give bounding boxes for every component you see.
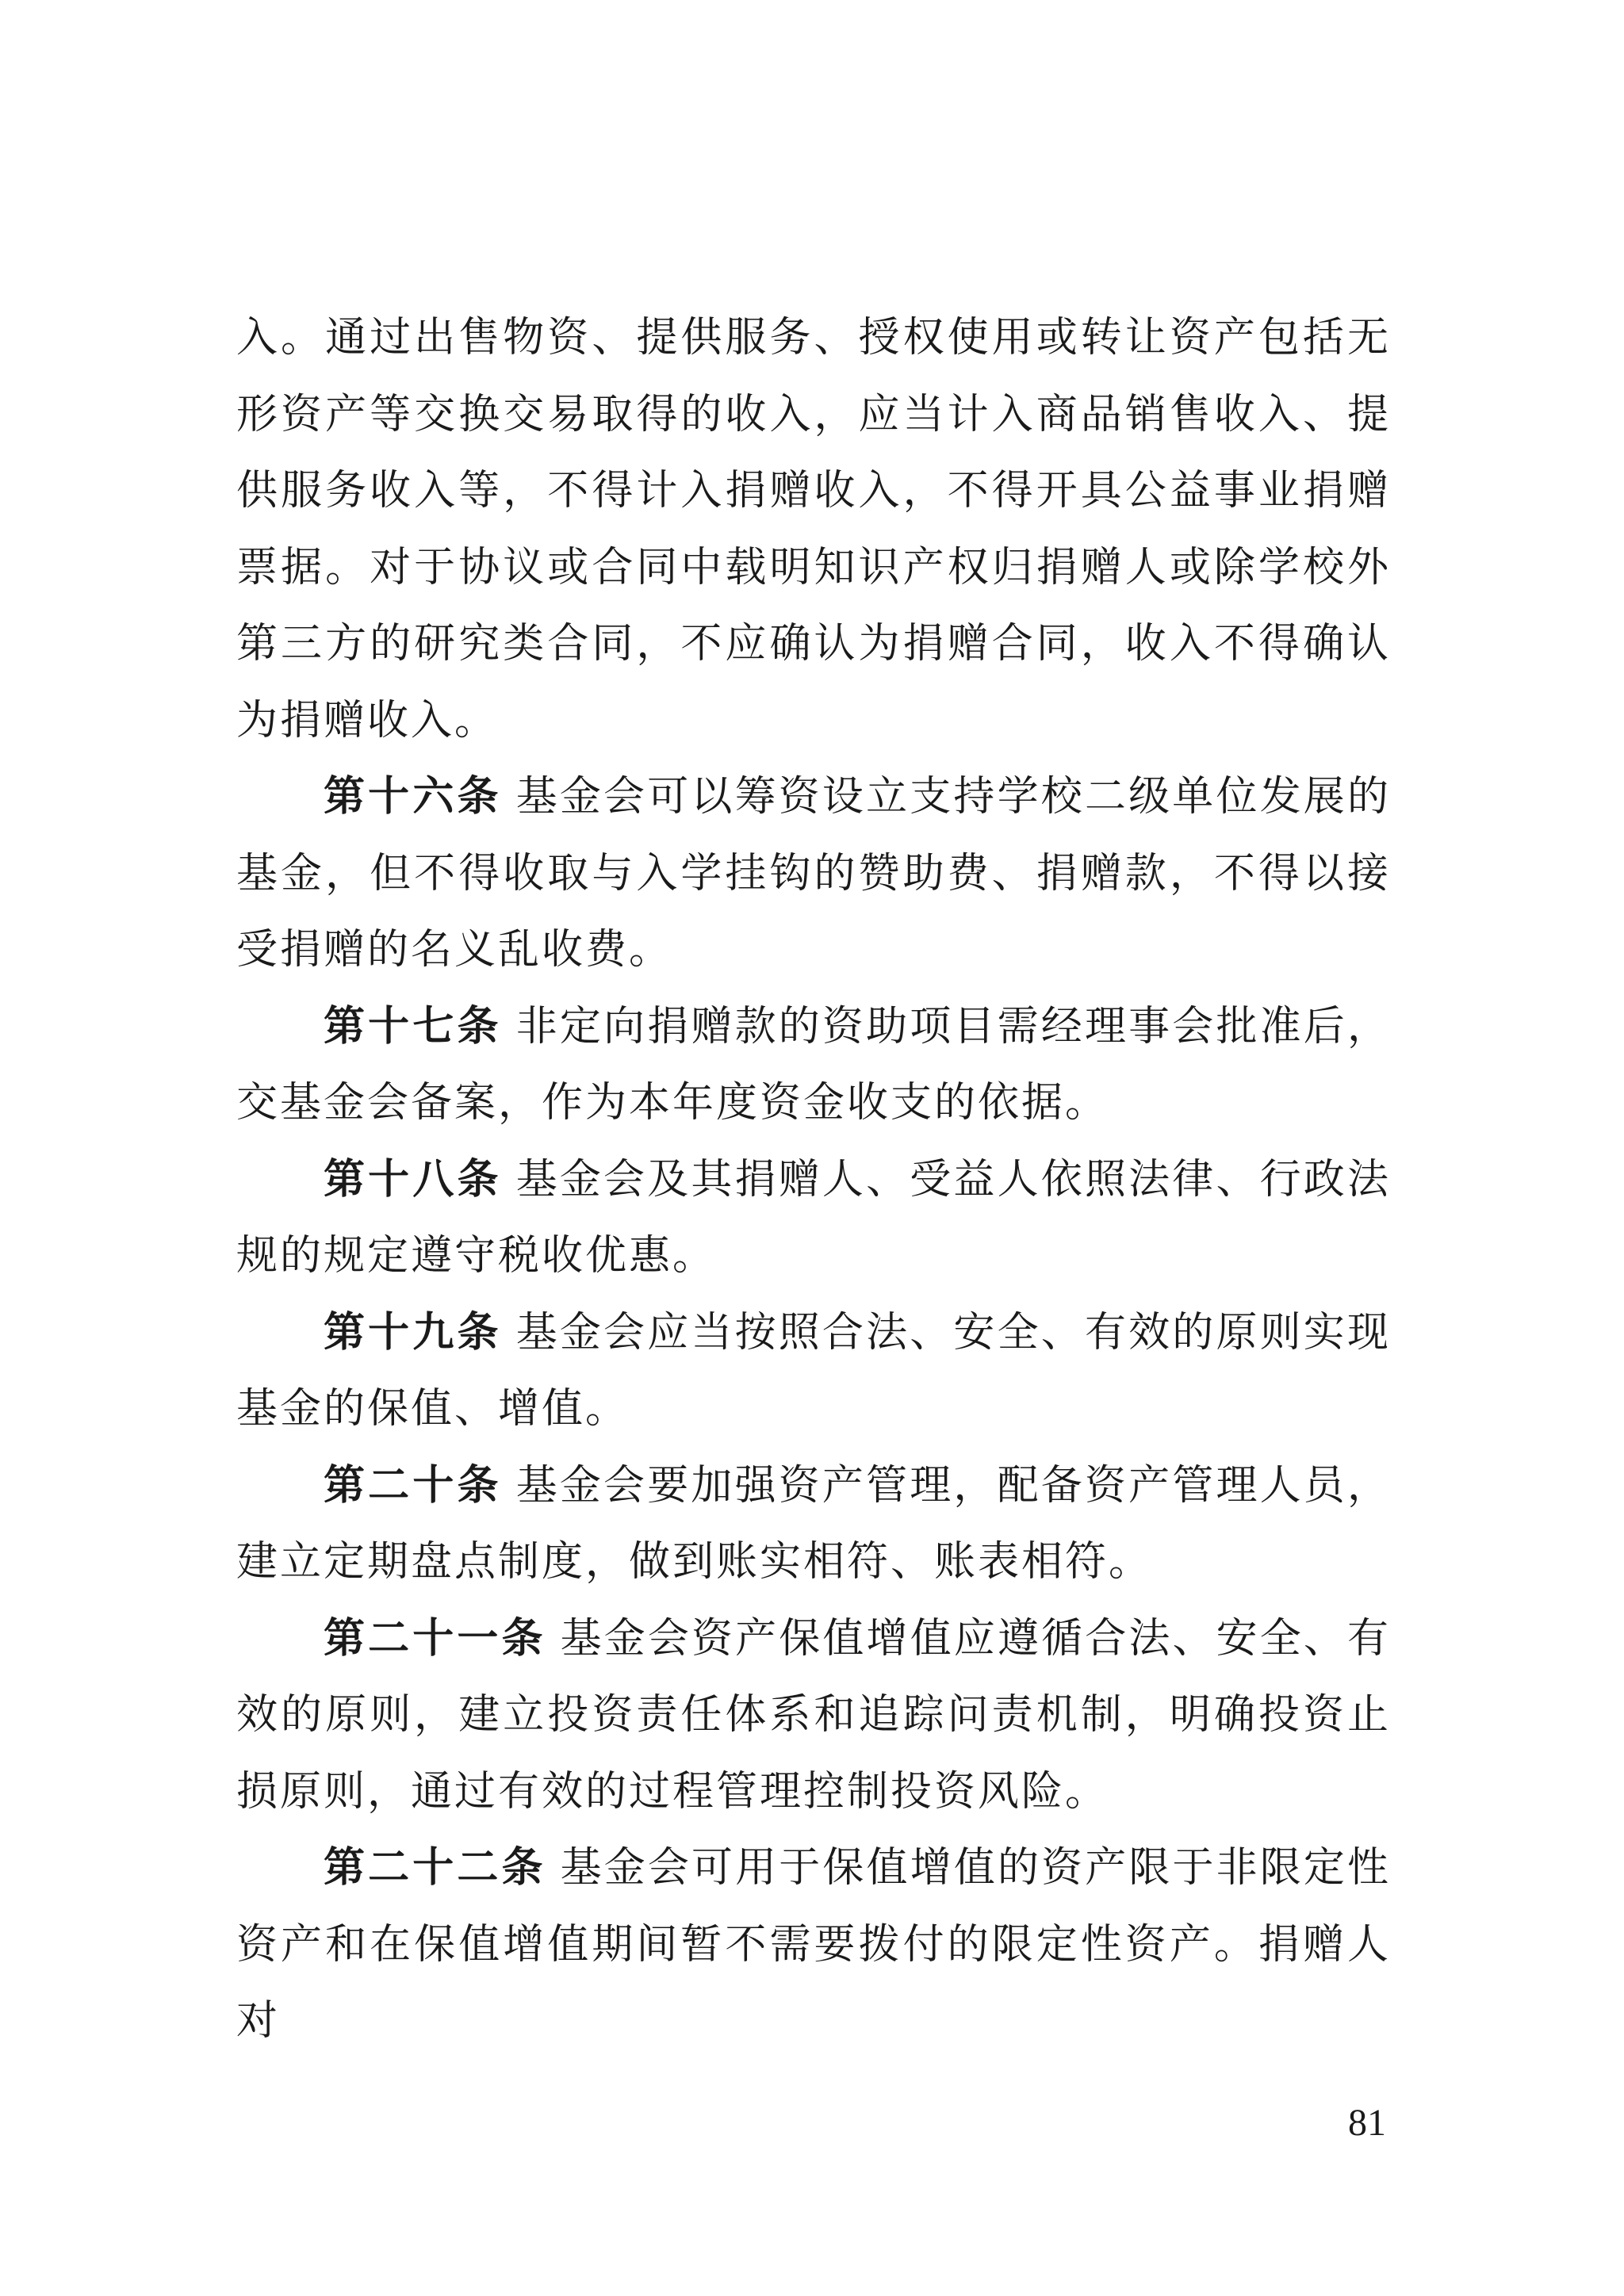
article-number: 第二十条 xyxy=(324,1460,502,1510)
article-text: 基金会资产保值增值应遵循合法、安全、有效的原则，建立投资责任体系和追踪问责机制，明确投资止损原则，通过有效的过程管理控制投资风险。 xyxy=(236,1614,1391,1816)
article-text: 基金会可以筹资设立支持学校二级单位发展的基金，但不得收取与入学挂钩的赞助费、捐赠款，不得以接受捐赠的名义乱收费。 xyxy=(236,773,1391,974)
article-19 xyxy=(236,1295,1391,1448)
opening-paragraph: 入。通过出售物资、提供服务、授权使用或转让资产包括无形资产等交换交易取得的收入，应当计入商品销售收入、提供服务收入等，不得计入捐赠收入，不得开具公益事业捐赠票据。对于协议或合同中载明知识产权归捐赠人或除学校外第三方的研究类合同，不应确认为捐赠合同，收入不得确认为捐赠收入。 xyxy=(236,314,1391,744)
article-text: 基金会及其捐赠人、受益人依照法律、行政法规的规定遵守税收优惠。 xyxy=(236,1155,1391,1280)
document-body xyxy=(236,300,1391,2060)
article-17 xyxy=(236,989,1391,1142)
article-number: 第十九条 xyxy=(324,1307,502,1357)
article-number: 第十七条 xyxy=(324,1001,502,1050)
article-number: 第二十一条 xyxy=(324,1613,546,1663)
article-text: 基金会应当按照合法、安全、有效的原则实现基金的保值、增值。 xyxy=(236,1308,1391,1433)
article-18 xyxy=(236,1142,1391,1295)
article-22 xyxy=(236,1830,1391,2060)
article-16 xyxy=(236,759,1391,989)
article-number: 第十八条 xyxy=(324,1154,502,1203)
article-number: 第十六条 xyxy=(324,772,502,821)
article-text: 非定向捐赠款的资助项目需经理事会批准后，交基金会备案，作为本年度资金收支的依据。 xyxy=(236,1002,1391,1127)
article-21 xyxy=(236,1601,1391,1831)
article-text: 基金会可用于保值增值的资产限于非限定性资产和在保值增值期间暂不需要拨付的限定性资产。捐赠人对 xyxy=(236,1844,1391,2045)
article-20 xyxy=(236,1448,1391,1601)
article-number: 第二十二条 xyxy=(324,1843,546,1892)
article-text: 基金会要加强资产管理，配备资产管理人员，建立定期盘点制度，做到账实相符、账表相符。 xyxy=(236,1461,1391,1586)
page-number: 81 xyxy=(1348,2102,1386,2144)
